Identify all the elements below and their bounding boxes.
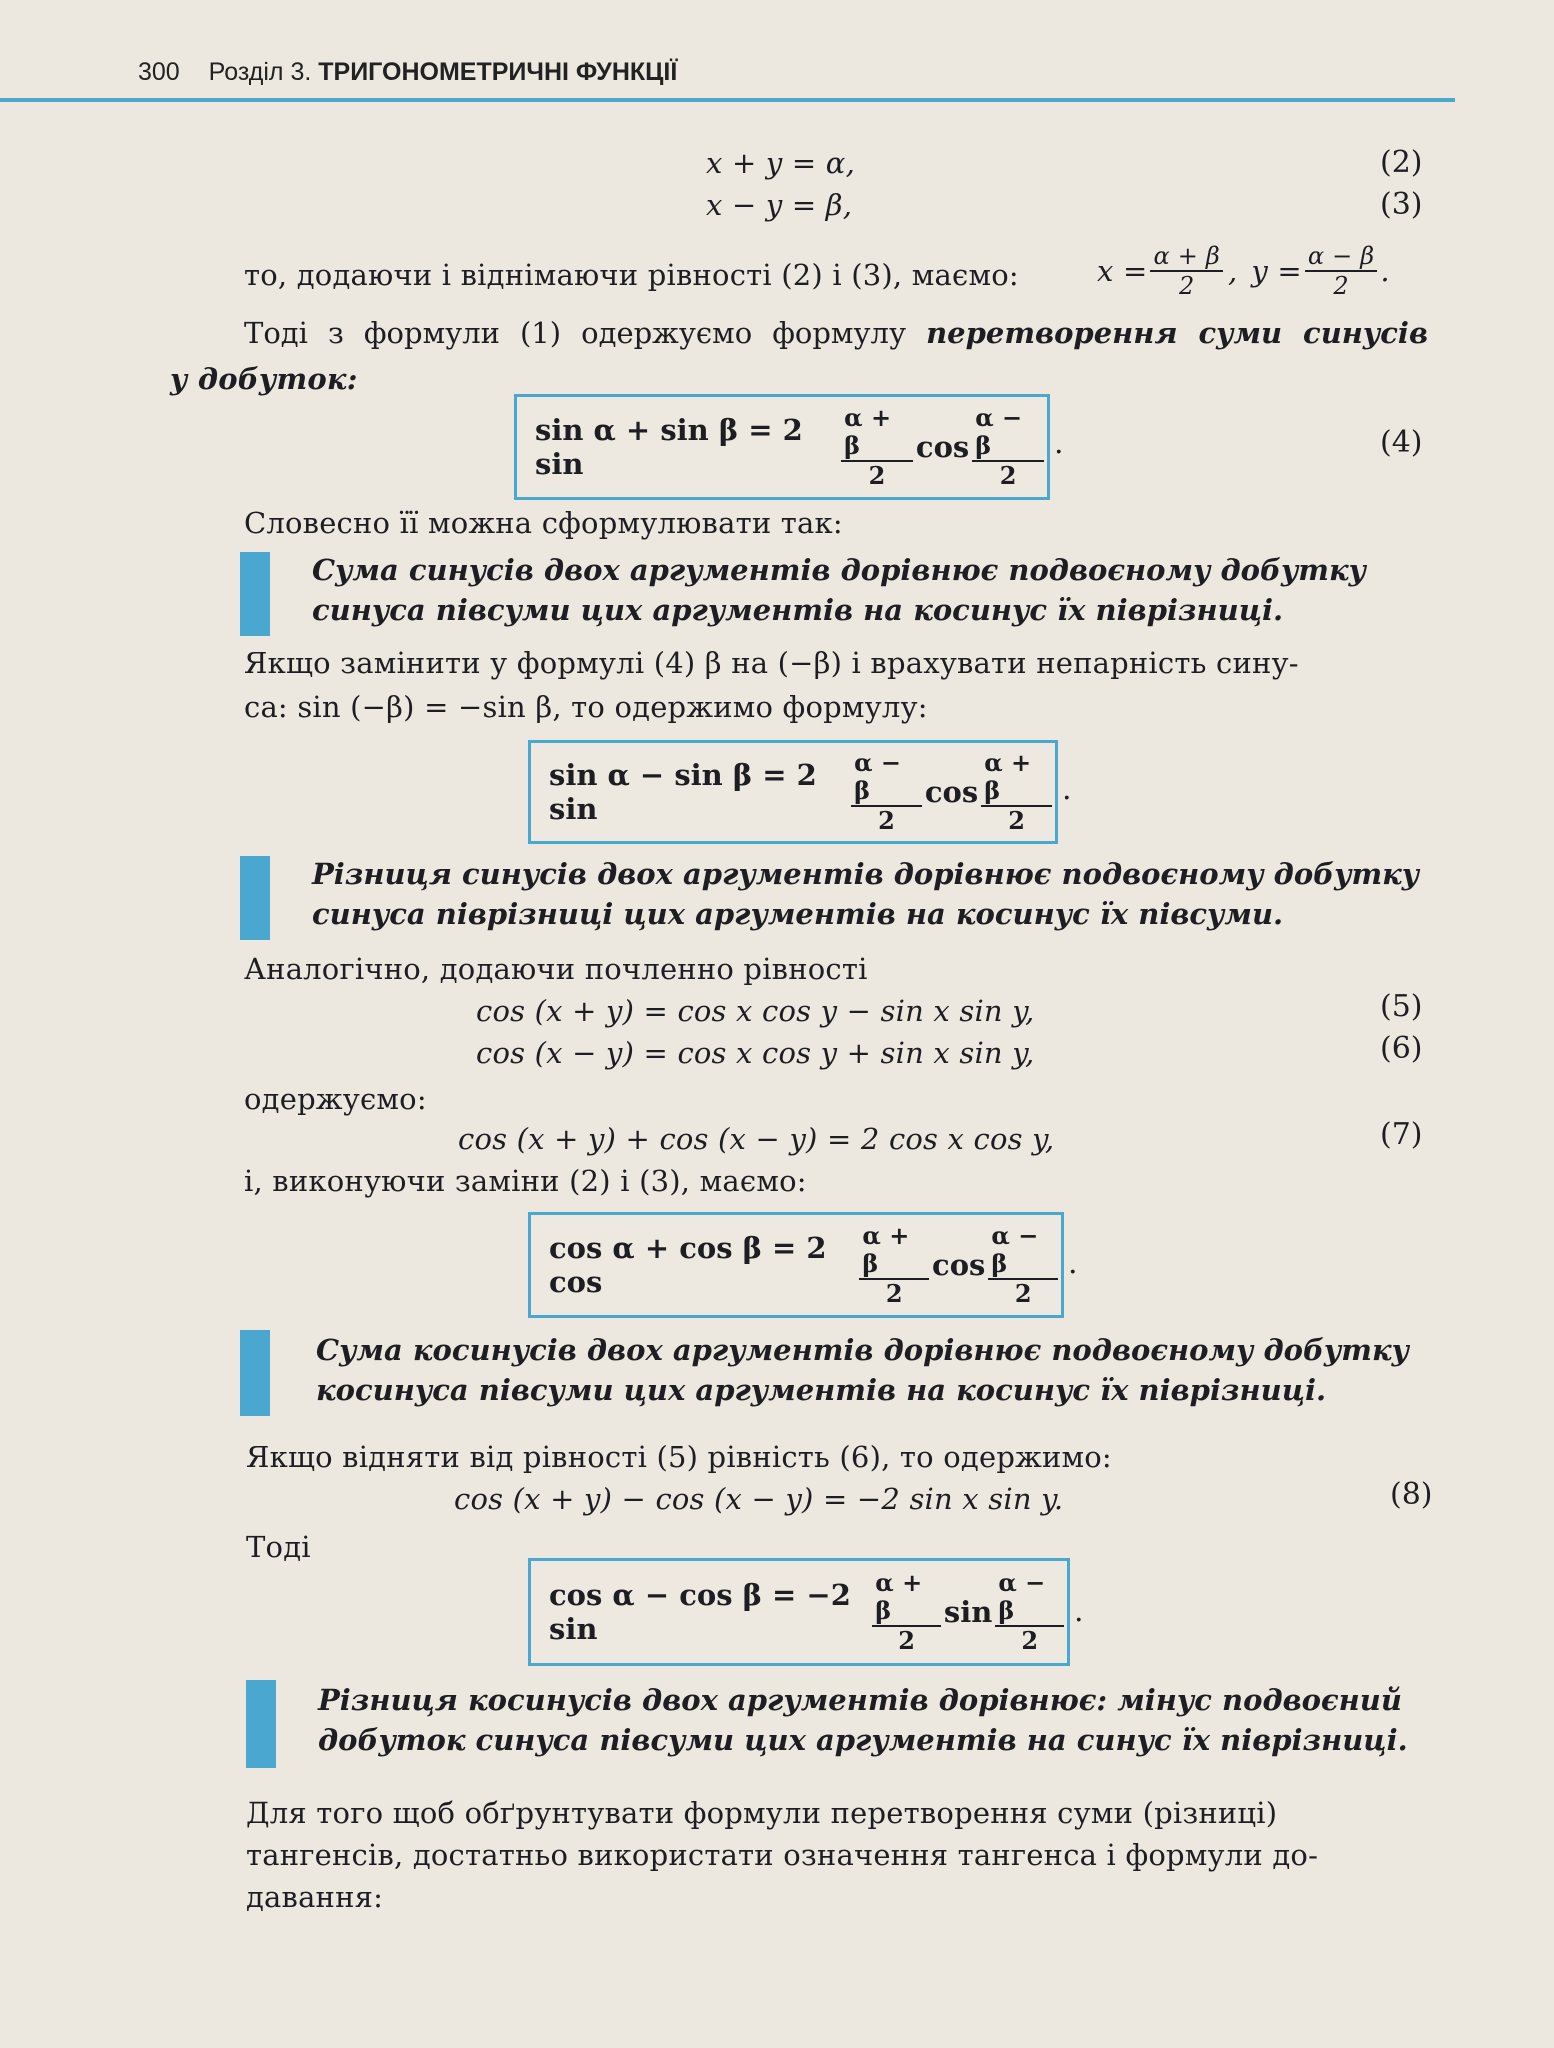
equation-number-6: (6) xyxy=(1380,1031,1423,1066)
period: . xyxy=(1054,426,1064,461)
rule-line-1: Різниця синусів двох аргументів дорівнює подвоєному добутку xyxy=(312,857,1420,891)
rule-line-2: косинуса півсуми цих аргументів на косинус їх піврізниці. xyxy=(316,1373,1327,1407)
equation-7: cos (x + y) + cos (x − y) = 2 cos x cos y, xyxy=(458,1122,1055,1156)
period: . xyxy=(1068,1246,1078,1281)
equation-5: cos (x + y) = cos x cos y − sin x sin y, xyxy=(476,994,1035,1028)
p4-line2: са: sin (−β) = −sin β, то одержимо формулу: xyxy=(244,690,928,724)
substitution-formulas: x = $\frac{\alpha + \beta}{2}$ , y = $\frac{\alpha - \beta}{2}$ . xyxy=(1097,242,1390,300)
numerator: α + β xyxy=(859,1222,929,1280)
rule-cos-sum xyxy=(316,1330,1409,1410)
formula-mid: cos xyxy=(932,1248,986,1282)
denominator: 2 xyxy=(885,1279,903,1308)
numerator: α + β xyxy=(841,404,913,462)
p10-line3: давання: xyxy=(246,1880,384,1914)
fraction-1 xyxy=(841,404,913,490)
section-label: Розділ 3. xyxy=(208,58,312,86)
denominator: 2 xyxy=(898,1626,915,1655)
rule-sin-sum xyxy=(312,550,1366,630)
y-lhs: y = xyxy=(1251,254,1302,288)
fraction-2 xyxy=(972,404,1044,490)
formula-mid: sin xyxy=(943,1595,993,1629)
rule-marker-bar xyxy=(240,856,270,940)
formula-box-cos-sum xyxy=(528,1212,1064,1318)
page-header xyxy=(138,58,677,87)
equation-6: cos (x − y) = cos x cos y + sin x sin y, xyxy=(476,1036,1035,1070)
denominator: 2 xyxy=(1014,1279,1032,1308)
p2-line2: у добуток: xyxy=(170,362,358,396)
paragraph-substitution: то, додаючи і віднімаючи рівності (2) і (3), маємо: xyxy=(244,258,1019,292)
header-rule xyxy=(0,98,1455,102)
rule-marker-bar xyxy=(246,1680,276,1768)
x-fraction xyxy=(1150,242,1222,300)
equation-number-8: (8) xyxy=(1390,1477,1433,1512)
p2-line1-a: Тоді з формули (1) одержуємо формулу xyxy=(244,316,927,350)
fraction-1 xyxy=(872,1569,941,1655)
rule-cos-difference xyxy=(318,1680,1408,1760)
rule-line-1: Сума косинусів двох аргументів дорівнює подвоєному добутку xyxy=(316,1333,1409,1367)
equation-number-7: (7) xyxy=(1380,1117,1423,1152)
denominator: 2 xyxy=(999,461,1017,490)
formula-lhs: cos α − cos β = −2 sin xyxy=(549,1578,851,1646)
paragraph-sum-to-product xyxy=(244,312,1428,354)
x-numerator: α + β xyxy=(1150,242,1222,272)
rule-line-1: Різниця косинусів двох аргументів дорівнює: мінус подвоєний xyxy=(318,1683,1402,1717)
denominator: 2 xyxy=(868,461,886,490)
rule-line-2: синуса півсуми цих аргументів на косинус їх піврізниці. xyxy=(312,593,1284,627)
formula-mid: cos xyxy=(924,775,979,809)
numerator: α + β xyxy=(872,1569,941,1627)
equation-number-2: (2) xyxy=(1380,145,1423,180)
paragraph-analogous: Аналогічно, додаючи почленно рівності xyxy=(244,952,868,986)
equation-8: cos (x + y) − cos (x − y) = −2 sin x sin y. xyxy=(454,1482,1064,1516)
fraction-2 xyxy=(995,1569,1064,1655)
paragraph-then: Тоді xyxy=(246,1530,311,1564)
p10-line2: тангенсів, достатньо використати означення тангенса і формули до- xyxy=(246,1838,1319,1872)
period: . xyxy=(1074,1594,1084,1629)
y-denominator: 2 xyxy=(1333,272,1349,300)
p10-line1: Для того щоб обґрунтувати формули перетворення суми (різниці) xyxy=(246,1796,1278,1830)
fraction-1 xyxy=(859,1222,929,1308)
denominator: 2 xyxy=(878,806,895,835)
formula-lhs: sin α − sin β = 2 sin xyxy=(549,758,817,826)
page-number: 300 xyxy=(138,58,180,86)
x-denominator: 2 xyxy=(1178,272,1195,300)
numerator: α + β xyxy=(981,749,1052,807)
p4-line1: Якщо замінити у формулі (4) β на (−β) і врахувати непарність сину- xyxy=(244,646,1299,680)
paragraph-subtract: Якщо відняти від рівності (5) рівність (6), то одержимо: xyxy=(246,1440,1112,1474)
rule-line-2: синуса піврізниці цих аргументів на косинус їх півсуми. xyxy=(312,897,1284,931)
paragraph-verbal: Словесно її можна сформулювати так: xyxy=(244,506,843,540)
formula-box-sin-difference xyxy=(528,740,1058,844)
formula-box-cos-difference xyxy=(528,1558,1070,1666)
fraction-2 xyxy=(981,749,1052,835)
y-fraction xyxy=(1305,242,1377,300)
equation-3: x − y = β, xyxy=(706,188,853,222)
rule-line-1: Сума синусів двох аргументів дорівнює подвоєному добутку xyxy=(312,553,1366,587)
denominator: 2 xyxy=(1008,806,1025,835)
rule-marker-bar xyxy=(240,552,270,636)
p2-line1-b: перетворення суми синусів xyxy=(926,316,1428,350)
fraction-1 xyxy=(851,749,922,835)
x-lhs: x = xyxy=(1097,254,1148,288)
rule-line-2: добуток синуса півсуми цих аргументів на синус їх піврізниці. xyxy=(318,1723,1408,1757)
chapter-title: ТРИГОНОМЕТРИЧНІ ФУНКЦІЇ xyxy=(318,58,678,86)
fraction-2 xyxy=(988,1222,1058,1308)
y-numerator: α − β xyxy=(1305,242,1377,272)
equation-2: x + y = α, xyxy=(706,146,856,180)
paragraph-obtain: одержуємо: xyxy=(244,1082,427,1116)
formula-lhs: cos α + cos β = 2 cos xyxy=(549,1231,827,1299)
formula-box-sin-sum xyxy=(514,394,1050,500)
rule-sin-difference xyxy=(312,854,1419,934)
period: . xyxy=(1062,772,1072,807)
paragraph-substitute: і, виконуючи заміни (2) і (3), маємо: xyxy=(244,1164,807,1198)
equation-number-4: (4) xyxy=(1380,425,1423,460)
formula-lhs: sin α + sin β = 2 sin xyxy=(535,413,803,481)
denominator: 2 xyxy=(1021,1626,1039,1655)
formula-mid: cos xyxy=(915,430,970,464)
numerator: α − β xyxy=(851,749,922,807)
numerator: α − β xyxy=(972,404,1044,462)
equation-number-3: (3) xyxy=(1380,187,1423,222)
equation-number-5: (5) xyxy=(1380,989,1423,1024)
numerator: α − β xyxy=(988,1222,1058,1280)
numerator: α − β xyxy=(995,1569,1064,1627)
rule-marker-bar xyxy=(240,1330,270,1416)
